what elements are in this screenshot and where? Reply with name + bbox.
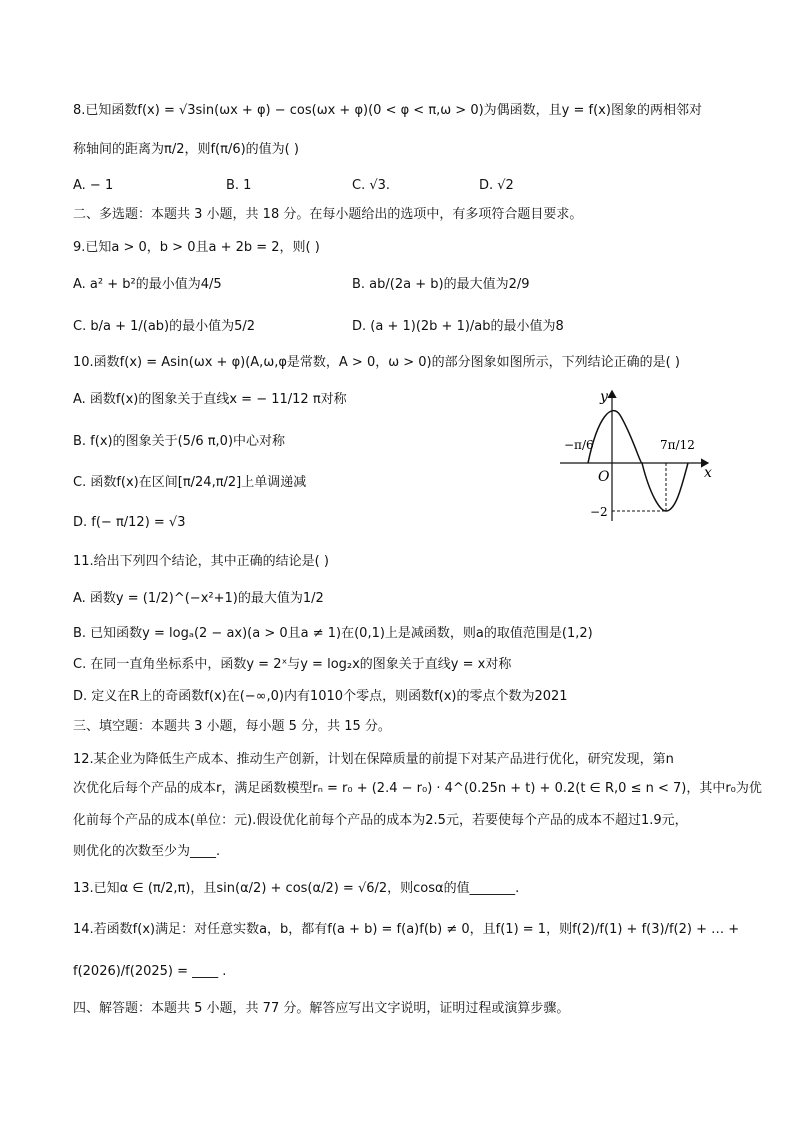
q8-option-b: B. 1 (226, 178, 252, 193)
y-axis-label: y (600, 389, 608, 405)
section-heading-fill-in: 三、填空题：本题共 3 小题，每小题 5 分，共 15 分。 (73, 719, 391, 734)
sine-curve (588, 411, 688, 511)
q8-option-a: A. − 1 (73, 178, 114, 193)
origin-label: O (598, 469, 610, 485)
q9-option-b: B. ab/(2a + b)的最大值为2/9 (352, 277, 530, 292)
q10-option-c: C. 函数f(x)在区间[π/24,π/2]上单调递减 (73, 475, 307, 490)
q10-option-a: A. 函数f(x)的图象关于直线x = − 11/12 π对称 (73, 392, 347, 407)
q12-line3: 化前每个产品的成本(单位：元).假设优化前每个产品的成本为2.5元，若要使每个产品的成本不超过1.9元， (73, 813, 688, 828)
min-value-label: −2 (590, 505, 608, 519)
q8-stem-line2: 称轴间的距离为π/2，则f(π/6)的值为( ) (73, 142, 299, 157)
q12-line2: 次优化后每个产品的成本r，满足函数模型rₙ = r₀ + (2.4 − r₀) · 4^(0.25n + t) + 0.2(t ∈ R,0 ≤ n < 7)，其中r₀为优 (73, 781, 762, 796)
q9-option-d: D. (a + 1)(2b + 1)/ab的最小值为8 (352, 319, 564, 334)
q12-line1: 12.某企业为降低生产成本、推动生产创新，计划在保障质量的前提下对某产品进行优化，研究发现，第n (73, 752, 674, 767)
q10-stem: 10.函数f(x) = Asin(ωx + φ)(A,ω,φ是常数，A > 0，ω > 0)的部分图象如图所示，下列结论正确的是( ) (73, 355, 680, 370)
q11-option-a: A. 函数y = (1/2)^(−x²+1)的最大值为1/2 (73, 591, 324, 606)
section-heading-multiple-choice: 二、多选题：本题共 3 小题，共 18 分。在每小题给出的选项中，有多项符合题目要求。 (73, 207, 583, 222)
q11-option-b: B. 已知函数y = logₐ(2 − ax)(a > 0且a ≠ 1)在(0,1)上是减函数，则a的取值范围是(1,2) (73, 626, 593, 641)
q13-stem: 13.已知α ∈ (π/2,π)，且sin(α/2) + cos(α/2) = √6/2，则cosα的值_______. (73, 881, 520, 896)
q12-line4: 则优化的次数至少为____. (73, 844, 221, 859)
q11-option-c: C. 在同一直角坐标系中，函数y = 2ˣ与y = log₂x的图象关于直线y = x对称 (73, 657, 512, 672)
right-zero-label: 7π/12 (660, 438, 695, 452)
q11-stem: 11.给出下列四个结论，其中正确的结论是( ) (73, 554, 329, 569)
q9-option-c: C. b/a + 1/(ab)的最小值为5/2 (73, 319, 256, 334)
x-axis-label: x (704, 465, 712, 481)
q10-option-b: B. f(x)的图象关于(5/6 π,0)中心对称 (73, 434, 286, 449)
q9-stem: 9.已知a > 0，b > 0且a + 2b = 2，则( ) (73, 240, 320, 255)
q9-option-a: A. a² + b²的最小值为4/5 (73, 277, 222, 292)
q14-line2: f(2026)/f(2025) = ____ . (73, 964, 227, 979)
section-heading-free-response: 四、解答题：本题共 5 小题，共 77 分。解答应写出文字说明，证明过程或演算步骤。 (73, 1001, 570, 1016)
q14-line1: 14.若函数f(x)满足：对任意实数a，b，都有f(a + b) = f(a)f(b) ≠ 0，且f(1) = 1，则f(2)/f(1) + f(3)/f(2) + … + (73, 922, 740, 937)
left-zero-label: −π/6 (564, 438, 594, 452)
q11-option-d: D. 定义在R上的奇函数f(x)在(−∞,0)内有1010个零点，则函数f(x)的零点个数为2021 (73, 689, 568, 704)
q10-option-d: D. f(− π/12) = √3 (73, 515, 186, 530)
q8-option-d: D. √2 (479, 178, 514, 193)
q8-option-c: C. √3. (352, 178, 391, 193)
q8-stem-line1: 8.已知函数f(x) = √3sin(ωx + φ) − cos(ωx + φ)(0 < φ < π,ω > 0)为偶函数，且y = f(x)图象的两相邻对 (73, 103, 702, 118)
q10-sine-graph (560, 385, 720, 525)
